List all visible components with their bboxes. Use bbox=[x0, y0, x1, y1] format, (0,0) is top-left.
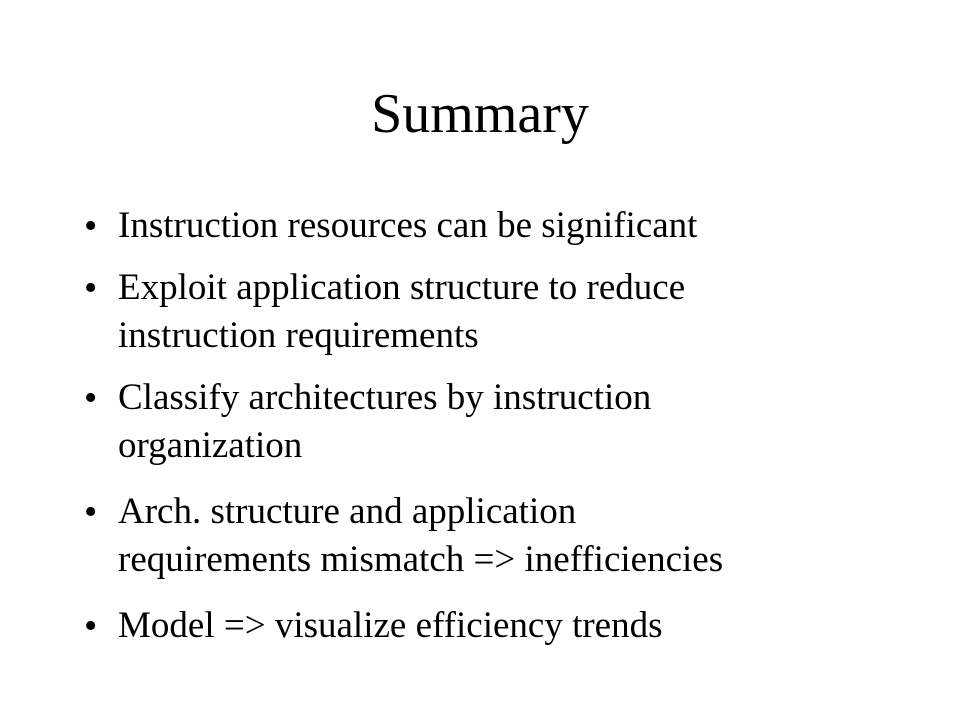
bullet-text bbox=[118, 264, 838, 360]
bullet-icon: • bbox=[84, 605, 98, 647]
bullet-icon: • bbox=[84, 491, 98, 533]
bullet-line: instruction requirements bbox=[118, 315, 479, 356]
bullet-text bbox=[118, 488, 838, 584]
bullet-line: requirements mismatch => inefficiencies bbox=[118, 539, 724, 580]
bullet-icon: • bbox=[84, 377, 98, 419]
bullet-line: Arch. structure and application bbox=[118, 491, 577, 532]
bullet-line: Model => visualize efficiency trends bbox=[118, 605, 663, 646]
slide-title: Summary bbox=[371, 83, 589, 145]
bullet-text bbox=[118, 202, 838, 250]
bullet-icon: • bbox=[84, 205, 98, 247]
bullet-text bbox=[118, 374, 838, 470]
bullet-icon: • bbox=[84, 267, 98, 309]
bullet-text bbox=[118, 602, 838, 650]
bullet-line: Exploit application structure to reduce bbox=[118, 267, 686, 308]
bullet-line: organization bbox=[118, 425, 303, 466]
bullet-line: Instruction resources can be significant bbox=[118, 205, 698, 246]
bullet-line: Classify architectures by instruction bbox=[118, 377, 652, 418]
